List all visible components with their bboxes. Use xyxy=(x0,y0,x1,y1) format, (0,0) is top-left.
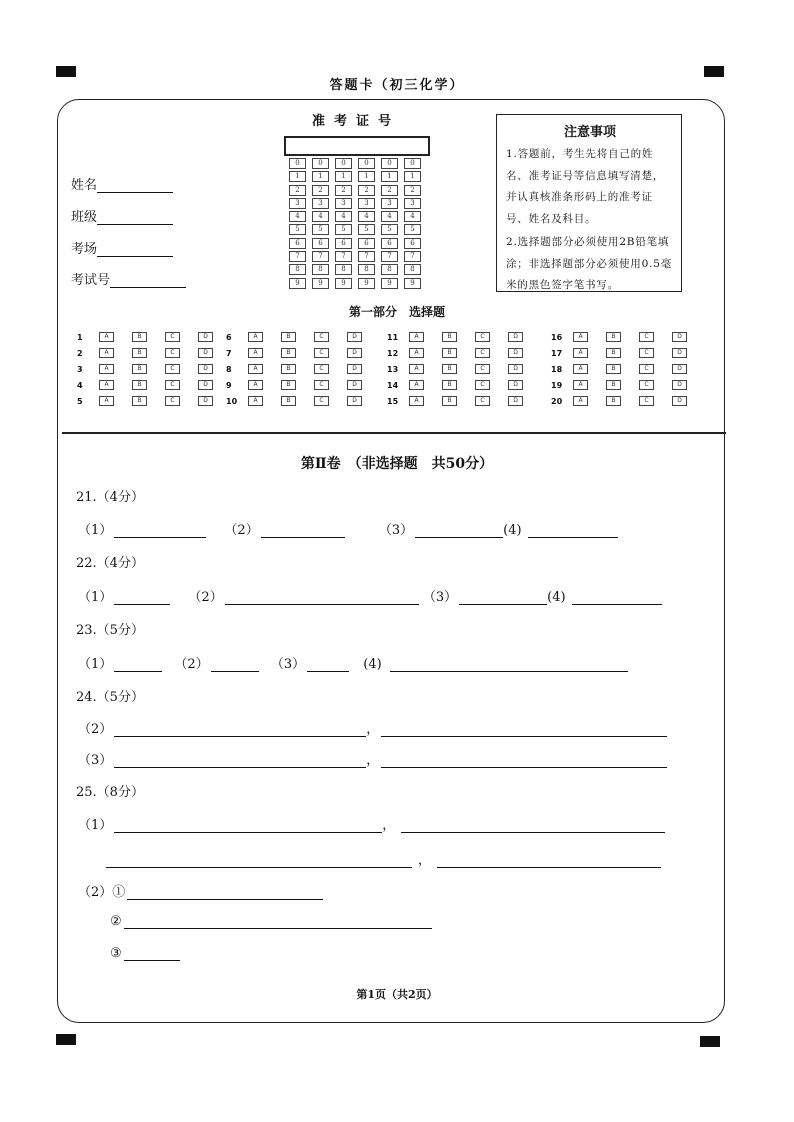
digit-bubble[interactable]: 7 xyxy=(289,251,306,262)
mc-question-row xyxy=(77,345,231,361)
mc-option-bubble[interactable]: B xyxy=(281,396,296,406)
digit-bubble[interactable]: 4 xyxy=(289,211,306,222)
mc-question-number: 8 xyxy=(226,364,232,374)
digit-bubble[interactable]: 7 xyxy=(335,251,352,262)
mc-option-bubble[interactable]: D xyxy=(672,364,687,374)
q23-part3-blank[interactable] xyxy=(307,658,349,672)
mc-option-bubble[interactable]: C xyxy=(314,348,329,358)
mc-option-bubble[interactable]: B xyxy=(132,332,147,342)
digit-bubble[interactable]: 6 xyxy=(404,238,421,249)
mc-question-row xyxy=(77,361,231,377)
digit-bubble[interactable]: 0 xyxy=(404,158,421,169)
mc-option-bubble[interactable]: C xyxy=(165,364,180,374)
student-name-label: 姓名 xyxy=(71,178,98,193)
mc-option-bubble[interactable]: C xyxy=(639,364,654,374)
notice-title: 注意事项 xyxy=(563,125,616,140)
mc-question-row xyxy=(551,345,705,361)
mc-column-4 xyxy=(551,329,705,409)
mc-column-1 xyxy=(77,329,231,409)
mc-option-bubble[interactable]: C xyxy=(165,380,180,390)
digit-bubble[interactable]: 4 xyxy=(335,211,352,222)
mc-option-bubble[interactable]: C xyxy=(475,364,490,374)
digit-bubble[interactable]: 0 xyxy=(335,158,352,169)
mc-option-bubble[interactable]: B xyxy=(132,348,147,358)
mc-option-bubble[interactable]: A xyxy=(99,332,114,342)
mc-option-bubble[interactable]: D xyxy=(198,396,213,406)
mc-option-bubble[interactable]: B xyxy=(442,348,457,358)
exam-id-title: 准考证号 xyxy=(311,114,400,129)
mc-option-bubble[interactable]: C xyxy=(639,396,654,406)
digit-bubble[interactable]: 0 xyxy=(381,158,398,169)
mc-question-number: 18 xyxy=(551,364,563,374)
q25-part2-blank-2[interactable] xyxy=(124,915,432,929)
mc-question-row xyxy=(551,329,705,345)
student-name-field[interactable] xyxy=(71,174,173,193)
mc-option-bubble[interactable]: A xyxy=(99,364,114,374)
mc-option-bubble[interactable]: D xyxy=(508,380,523,390)
mc-option-bubble[interactable]: A xyxy=(573,380,588,390)
digit-bubble[interactable]: 2 xyxy=(404,185,421,196)
digit-bubble[interactable]: 5 xyxy=(404,224,421,235)
digit-bubble[interactable]: 6 xyxy=(381,238,398,249)
q24-part3-blank-b[interactable] xyxy=(381,754,667,768)
mc-question-number: 11 xyxy=(387,332,399,342)
mc-option-bubble[interactable]: B xyxy=(132,364,147,374)
mc-question-row xyxy=(77,329,231,345)
q25-part1-blank-b[interactable] xyxy=(401,819,665,833)
digit-row xyxy=(289,251,427,264)
q25-part2-circle-1: ① xyxy=(112,885,126,900)
mc-option-bubble[interactable]: C xyxy=(475,348,490,358)
mc-option-bubble[interactable]: D xyxy=(347,348,362,358)
q21-part3-blank[interactable] xyxy=(415,524,503,538)
q22-part3-label: （3） xyxy=(422,590,458,605)
mc-option-bubble[interactable]: A xyxy=(99,380,114,390)
digit-row xyxy=(289,278,427,291)
student-class-label: 班级 xyxy=(71,210,98,225)
mc-question-number: 15 xyxy=(387,396,399,406)
digit-row xyxy=(289,158,427,171)
q24-part3-separator: ， xyxy=(366,753,380,768)
q22-part4-label: (4) xyxy=(547,590,566,605)
mc-option-bubble[interactable]: B xyxy=(132,380,147,390)
mc-option-bubble[interactable]: C xyxy=(165,396,180,406)
digit-bubble[interactable]: 1 xyxy=(312,171,329,182)
q21-part2-label: （2） xyxy=(224,523,259,538)
mc-option-bubble[interactable]: B xyxy=(606,332,621,342)
q24-part2-blank-b[interactable] xyxy=(381,723,667,737)
part2-title: 第Ⅱ卷 （非选择题 共50分） xyxy=(300,456,494,472)
digit-bubble[interactable]: 1 xyxy=(335,171,352,182)
q25-part1-blank-c[interactable] xyxy=(106,854,412,868)
q23-part1-blank[interactable] xyxy=(114,658,162,672)
digit-bubble[interactable]: 3 xyxy=(381,198,398,209)
notice-item-1: 1.答题前，考生先将自己的姓名、准考证号等信息填写清楚，并认真核准条形码上的准考证号、姓名及科目。 xyxy=(506,148,665,225)
exam-number-label: 考试号 xyxy=(71,273,111,288)
mc-option-bubble[interactable]: B xyxy=(442,364,457,374)
mc-option-bubble[interactable]: D xyxy=(672,332,687,342)
digit-bubble[interactable]: 6 xyxy=(335,238,352,249)
exam-id-input-box[interactable] xyxy=(284,136,430,156)
digit-bubble[interactable]: 9 xyxy=(358,278,375,289)
mc-option-bubble[interactable]: A xyxy=(573,364,588,374)
digit-bubble[interactable]: 5 xyxy=(358,224,375,235)
digit-bubble[interactable]: 5 xyxy=(335,224,352,235)
digit-bubble[interactable]: 9 xyxy=(381,278,398,289)
exam-room-field[interactable] xyxy=(71,238,173,257)
mc-question-row xyxy=(226,393,380,409)
q25-part2-circle-3: ③ xyxy=(110,946,122,961)
digit-bubble[interactable]: 4 xyxy=(358,211,375,222)
q23-part1-label: （1） xyxy=(78,657,113,672)
mc-option-bubble[interactable]: B xyxy=(442,332,457,342)
mc-option-bubble[interactable]: D xyxy=(672,348,687,358)
q24-part2-label: （2） xyxy=(78,722,113,737)
mc-option-bubble[interactable]: D xyxy=(198,348,213,358)
student-name-line[interactable] xyxy=(97,178,173,193)
mc-question-row xyxy=(551,361,705,377)
digit-bubble[interactable]: 2 xyxy=(335,185,352,196)
digit-bubble[interactable]: 7 xyxy=(404,251,421,262)
digit-bubble[interactable]: 7 xyxy=(381,251,398,262)
q23-answer-row xyxy=(78,653,628,672)
mc-option-bubble[interactable]: D xyxy=(347,396,362,406)
mc-question-number: 10 xyxy=(226,396,238,406)
digit-bubble[interactable]: 6 xyxy=(312,238,329,249)
mc-option-bubble[interactable]: A xyxy=(409,396,424,406)
q23-part2-label: （2） xyxy=(174,657,209,672)
mc-question-row xyxy=(387,377,541,393)
q24-part3-row xyxy=(78,749,667,768)
mc-question-row xyxy=(387,345,541,361)
mc-question-number: 12 xyxy=(387,348,399,358)
q21-part3-label: （3） xyxy=(378,523,414,538)
mc-option-bubble[interactable]: B xyxy=(281,332,296,342)
q22-part1-blank[interactable] xyxy=(114,591,170,605)
mc-question-row xyxy=(387,393,541,409)
mc-option-bubble[interactable]: B xyxy=(132,396,147,406)
digit-bubble[interactable]: 6 xyxy=(358,238,375,249)
exam-room-line[interactable] xyxy=(97,242,173,257)
mc-option-bubble[interactable]: A xyxy=(248,396,263,406)
q24-part2-row xyxy=(78,718,667,737)
mc-option-bubble[interactable]: C xyxy=(165,348,180,358)
q25-part2-blank-3[interactable] xyxy=(124,947,180,961)
digit-bubble[interactable]: 1 xyxy=(358,171,375,182)
q25-part2-blank-1[interactable] xyxy=(127,886,323,900)
q25-part2-row-1 xyxy=(78,881,323,900)
mc-question-number: 17 xyxy=(551,348,563,358)
q22-part4-blank[interactable] xyxy=(572,591,662,605)
digit-bubble[interactable]: 1 xyxy=(289,171,306,182)
q21-part1-blank[interactable] xyxy=(114,524,206,538)
q25-part2-row-2 xyxy=(110,914,432,929)
q24-label: 24.（5分） xyxy=(76,690,144,705)
digit-bubble[interactable]: 2 xyxy=(381,185,398,196)
digit-bubble[interactable]: 5 xyxy=(312,224,329,235)
mc-option-bubble[interactable]: B xyxy=(281,348,296,358)
exam-id-digit-grid[interactable] xyxy=(289,158,427,291)
digit-bubble[interactable]: 3 xyxy=(312,198,329,209)
mc-option-bubble[interactable]: B xyxy=(606,348,621,358)
mc-option-bubble[interactable]: C xyxy=(639,332,654,342)
exam-room-label: 考场 xyxy=(71,242,98,257)
mc-option-bubble[interactable]: A xyxy=(248,348,263,358)
page-footer: 第1页（共2页） xyxy=(356,988,438,1001)
mc-option-bubble[interactable]: A xyxy=(248,380,263,390)
q25-part1-row-2 xyxy=(104,849,661,868)
mc-option-bubble[interactable]: C xyxy=(639,348,654,358)
mc-option-bubble[interactable]: A xyxy=(99,348,114,358)
digit-bubble[interactable]: 8 xyxy=(335,264,352,275)
mc-question-number: 19 xyxy=(551,380,563,390)
q22-part1-label: （1） xyxy=(78,590,113,605)
mc-option-bubble[interactable]: B xyxy=(606,364,621,374)
mc-column-3 xyxy=(387,329,541,409)
q21-part1-label: （1） xyxy=(78,523,113,538)
mc-question-number: 13 xyxy=(387,364,399,374)
digit-bubble[interactable]: 0 xyxy=(289,158,306,169)
digit-bubble[interactable]: 8 xyxy=(404,264,421,275)
digit-row xyxy=(289,264,427,277)
mc-option-bubble[interactable]: C xyxy=(639,380,654,390)
q21-answer-row xyxy=(78,519,618,538)
digit-bubble[interactable]: 9 xyxy=(289,278,306,289)
mc-option-bubble[interactable]: D xyxy=(347,332,362,342)
q22-answer-row xyxy=(78,586,662,605)
mc-option-bubble[interactable]: C xyxy=(314,332,329,342)
digit-bubble[interactable]: 4 xyxy=(381,211,398,222)
q23-part3-label: （3） xyxy=(270,657,306,672)
digit-bubble[interactable]: 7 xyxy=(358,251,375,262)
notice-item-2: 2.选择题部分必须使用2B铅笔填涂；非选择题部分必须使用0.5毫米的黑色签字笔书写。 xyxy=(506,236,672,291)
digit-bubble[interactable]: 4 xyxy=(404,211,421,222)
mc-question-number: 5 xyxy=(77,396,83,406)
q25-label: 25.（8分） xyxy=(76,785,144,800)
mc-option-bubble[interactable]: C xyxy=(475,332,490,342)
q25-part1-blank-d[interactable] xyxy=(437,854,661,868)
q25-part2-row-3 xyxy=(110,946,180,961)
mc-question-row xyxy=(226,329,380,345)
q24-part2-separator: ， xyxy=(366,722,380,737)
q25-part1-label: （1） xyxy=(78,818,113,833)
mc-question-number: 16 xyxy=(551,332,563,342)
mc-option-bubble[interactable]: D xyxy=(672,380,687,390)
q25-part1-row xyxy=(78,814,665,833)
mc-option-bubble[interactable]: D xyxy=(508,332,523,342)
student-class-field[interactable] xyxy=(71,206,173,225)
mc-question-number: 4 xyxy=(77,380,83,390)
registration-mark-bottom-right xyxy=(700,1036,720,1047)
q25-part1-separator: ， xyxy=(382,818,396,833)
q25-part1-blank-a[interactable] xyxy=(114,819,382,833)
mc-option-bubble[interactable]: A xyxy=(409,380,424,390)
digit-bubble[interactable]: 8 xyxy=(381,264,398,275)
digit-bubble[interactable]: 3 xyxy=(289,198,306,209)
mc-option-bubble[interactable]: D xyxy=(508,348,523,358)
mc-question-number: 1 xyxy=(77,332,83,342)
mc-option-bubble[interactable]: B xyxy=(281,364,296,374)
digit-row xyxy=(289,224,427,237)
mc-option-bubble[interactable]: C xyxy=(475,380,490,390)
digit-bubble[interactable]: 8 xyxy=(358,264,375,275)
mc-option-bubble[interactable]: D xyxy=(672,396,687,406)
mc-option-bubble[interactable]: B xyxy=(281,380,296,390)
mc-option-bubble[interactable]: D xyxy=(347,380,362,390)
q21-part2-blank[interactable] xyxy=(261,524,345,538)
digit-bubble[interactable]: 3 xyxy=(404,198,421,209)
mc-option-bubble[interactable]: C xyxy=(475,396,490,406)
mc-option-bubble[interactable]: A xyxy=(573,348,588,358)
digit-bubble[interactable]: 9 xyxy=(312,278,329,289)
page-title: 答题卡（初三化学） xyxy=(329,78,465,93)
q22-part2-blank[interactable] xyxy=(225,591,419,605)
section-divider xyxy=(62,432,726,434)
q21-part4-blank[interactable] xyxy=(528,524,618,538)
mc-option-bubble[interactable]: A xyxy=(248,332,263,342)
digit-bubble[interactable]: 2 xyxy=(358,185,375,196)
digit-bubble[interactable]: 6 xyxy=(289,238,306,249)
mc-question-row xyxy=(226,361,380,377)
registration-mark-bottom-left xyxy=(56,1034,76,1045)
q22-label: 22.（4分） xyxy=(76,556,144,571)
q25-part2-label: （2） xyxy=(78,885,113,900)
mc-question-number: 14 xyxy=(387,380,399,390)
mc-option-bubble[interactable]: B xyxy=(606,380,621,390)
q24-part3-blank-a[interactable] xyxy=(114,754,366,768)
mc-question-number: 20 xyxy=(551,396,563,406)
mc-option-bubble[interactable]: D xyxy=(198,332,213,342)
mc-option-bubble[interactable]: D xyxy=(508,364,523,374)
mc-option-bubble[interactable]: D xyxy=(347,364,362,374)
digit-bubble[interactable]: 9 xyxy=(404,278,421,289)
notice-box xyxy=(496,114,682,292)
q21-label: 21.（4分） xyxy=(76,490,144,505)
mc-question-row xyxy=(226,345,380,361)
mc-option-bubble[interactable]: A xyxy=(409,364,424,374)
digit-bubble[interactable]: 0 xyxy=(358,158,375,169)
digit-row xyxy=(289,185,427,198)
mc-option-bubble[interactable]: B xyxy=(606,396,621,406)
digit-bubble[interactable]: 7 xyxy=(312,251,329,262)
mc-question-row xyxy=(551,393,705,409)
q23-part4-label: (4) xyxy=(363,657,382,672)
digit-bubble[interactable]: 9 xyxy=(335,278,352,289)
digit-row xyxy=(289,171,427,184)
mc-question-row xyxy=(226,377,380,393)
q23-label: 23.（5分） xyxy=(76,623,144,638)
mc-question-number: 3 xyxy=(77,364,83,374)
digit-bubble[interactable]: 3 xyxy=(335,198,352,209)
mc-question-row xyxy=(387,361,541,377)
digit-bubble[interactable]: 3 xyxy=(358,198,375,209)
q24-part2-blank-a[interactable] xyxy=(114,723,366,737)
digit-row xyxy=(289,198,427,211)
mc-option-bubble[interactable]: C xyxy=(314,364,329,374)
mc-option-bubble[interactable]: B xyxy=(442,396,457,406)
mc-option-bubble[interactable]: C xyxy=(165,332,180,342)
q25-part2-circle-2: ② xyxy=(110,914,122,929)
mc-column-2 xyxy=(226,329,380,409)
mc-question-number: 2 xyxy=(77,348,83,358)
digit-bubble[interactable]: 8 xyxy=(312,264,329,275)
q22-part3-blank[interactable] xyxy=(459,591,547,605)
q23-part2-blank[interactable] xyxy=(211,658,259,672)
digit-bubble[interactable]: 0 xyxy=(312,158,329,169)
mc-option-bubble[interactable]: A xyxy=(409,348,424,358)
mc-option-bubble[interactable]: C xyxy=(314,396,329,406)
digit-bubble[interactable]: 2 xyxy=(312,185,329,196)
q24-part3-label: （3） xyxy=(78,753,113,768)
mc-question-number: 9 xyxy=(226,380,232,390)
part1-title: 第一部分 选择题 xyxy=(348,305,445,319)
mc-option-bubble[interactable]: D xyxy=(198,380,213,390)
exam-number-field[interactable] xyxy=(71,269,186,288)
mc-option-bubble[interactable]: A xyxy=(248,364,263,374)
q21-part4-label: (4) xyxy=(503,523,522,538)
digit-bubble[interactable]: 1 xyxy=(404,171,421,182)
mc-option-bubble[interactable]: D xyxy=(508,396,523,406)
q25-part1-separator-2: ， xyxy=(418,853,432,868)
digit-bubble[interactable]: 2 xyxy=(289,185,306,196)
mc-option-bubble[interactable]: D xyxy=(198,364,213,374)
q23-part4-blank[interactable] xyxy=(390,658,628,672)
mc-option-bubble[interactable]: A xyxy=(573,332,588,342)
q22-part2-label: （2） xyxy=(188,590,223,605)
mc-question-row xyxy=(77,393,231,409)
digit-bubble[interactable]: 5 xyxy=(381,224,398,235)
digit-row xyxy=(289,238,427,251)
exam-number-line[interactable] xyxy=(110,273,186,288)
mc-question-number: 6 xyxy=(226,332,232,342)
digit-bubble[interactable]: 5 xyxy=(289,224,306,235)
mc-option-bubble[interactable]: C xyxy=(314,380,329,390)
mc-question-row xyxy=(387,329,541,345)
digit-bubble[interactable]: 4 xyxy=(312,211,329,222)
mc-option-bubble[interactable]: A xyxy=(409,332,424,342)
digit-bubble[interactable]: 1 xyxy=(381,171,398,182)
digit-bubble[interactable]: 8 xyxy=(289,264,306,275)
student-class-line[interactable] xyxy=(97,210,173,225)
mc-option-bubble[interactable]: A xyxy=(99,396,114,406)
mc-option-bubble[interactable]: A xyxy=(573,396,588,406)
digit-row xyxy=(289,211,427,224)
mc-question-row xyxy=(77,377,231,393)
mc-question-number: 7 xyxy=(226,348,232,358)
mc-option-bubble[interactable]: B xyxy=(442,380,457,390)
mc-question-row xyxy=(551,377,705,393)
